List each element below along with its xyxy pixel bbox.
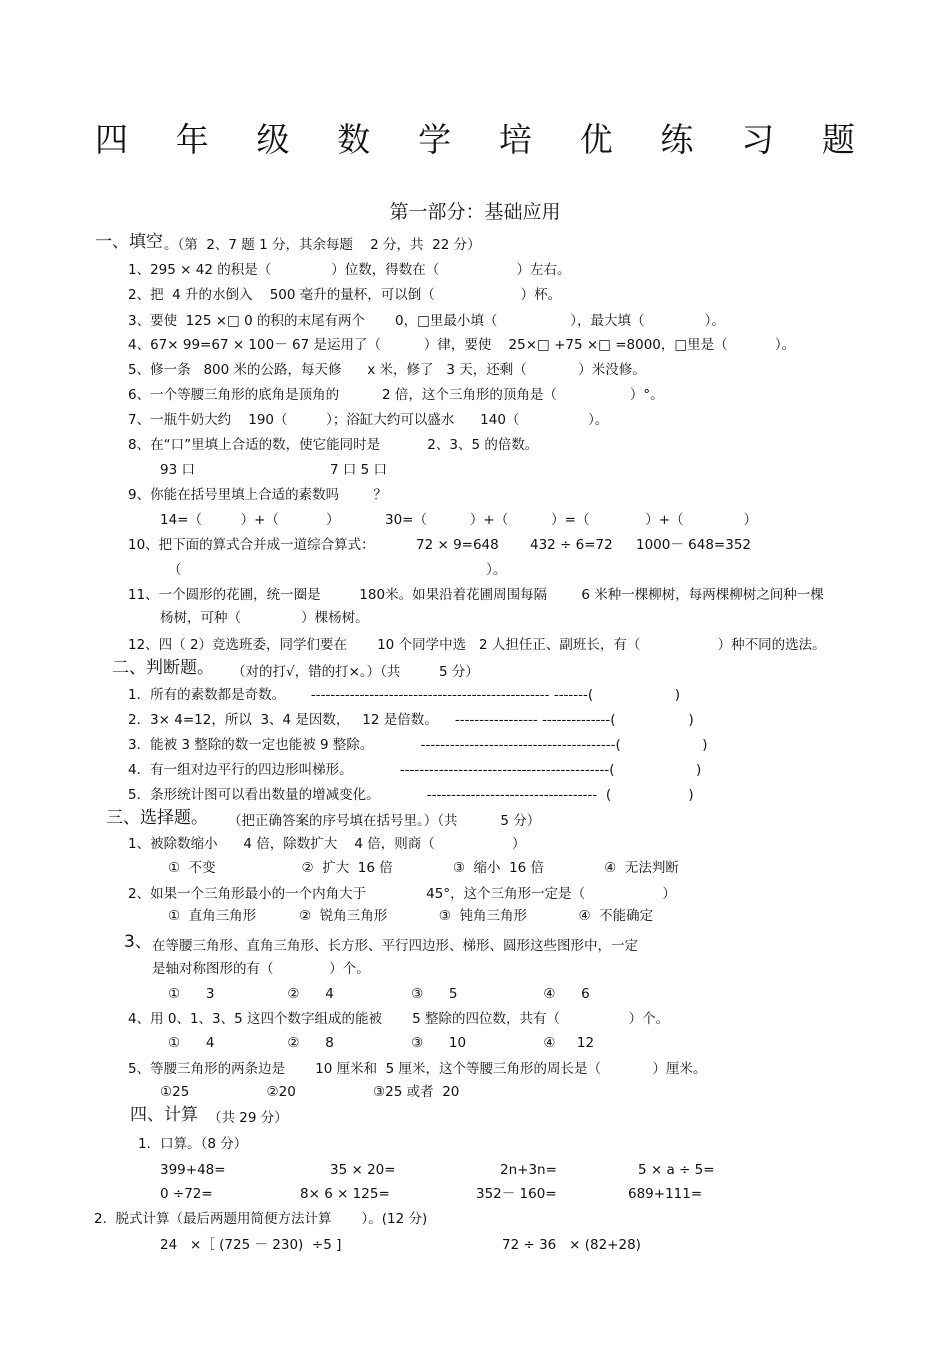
title-char: 级: [256, 120, 290, 159]
oral-problem: 35 × 20=: [330, 1162, 396, 1178]
step-problem: 72 ÷ 36 × (82+28): [502, 1237, 641, 1253]
title-char: 练: [660, 120, 694, 159]
question-line: 1、295 × 42 的积是（ ）位数，得数在（ ）左右。: [128, 262, 571, 278]
question-line: 2、把 4 升的水倒入 500 毫升的量杯，可以倒（ ）杯。: [128, 287, 562, 303]
question-line: 5、修一条 800 米的公路，每天修 x 米，修了 3 天，还剩（ ）米没修。: [128, 362, 646, 378]
question-number: 3、: [124, 932, 152, 952]
question-line: 杨树，可种（ ）棵杨树。: [160, 610, 369, 626]
oral-problem: 5 × a ÷ 5=: [638, 1162, 715, 1178]
judgment-item: 3．能被 3 整除的数一定也能被 9 整除。 ----------------------------------------( ): [128, 737, 708, 753]
section-note: 。（第 2、7 题 1 分，其余每题 2 分，共 22 分）: [164, 237, 481, 253]
oral-problem: 352－ 160=: [476, 1186, 557, 1202]
question-line: 在等腰三角形、直角三角形、长方形、平行四边形、梯形、圆形这些图形中，一定: [152, 938, 638, 954]
question-line: 2、如果一个三角形最小的一个内角大于 45°，这个三角形一定是（ ）: [128, 886, 676, 902]
choice-options: ① 4 ② 8 ③ 10 ④ 12: [168, 1035, 595, 1051]
question-item: 30=（ ）+（ ）=（ ）+（ ）: [385, 512, 758, 528]
title-char: 习: [741, 120, 775, 159]
judgment-item: 2．3× 4=12，所以 3、4 是因数， 12 是倍数。 ----------------- --------------( ): [128, 712, 694, 728]
oral-problem: 0 ÷72=: [160, 1186, 213, 1202]
equation: 432 ÷ 6=72: [530, 537, 613, 553]
judgment-item: 4．有一组对边平行的四边形叫梯形。 -------------------------------------------( ): [128, 762, 702, 778]
choice-options: ① 不变 ② 扩大 16 倍 ③ 缩小 16 倍 ④ 无法判断: [168, 860, 679, 876]
title-char: 学: [418, 120, 452, 159]
question-line: 4、67× 99=67 × 100－ 67 是运用了（ ）律，要使 25×□ +75 ×□ =8000，□里是（ ）。: [128, 337, 796, 353]
question-line: 1、被除数缩小 4 倍，除数扩大 4 倍，则商（ ）: [128, 836, 526, 852]
title-char: 优: [579, 120, 613, 159]
section-note: （共 29 分）: [208, 1110, 288, 1126]
section-note: （对的打√，错的打×。）（共 5 分）: [232, 664, 479, 680]
title-char: 四: [95, 120, 128, 159]
choice-options: ①25 ②20 ③25 或者 20: [160, 1084, 460, 1100]
section-note: （把正确答案的序号填在括号里。）（共 5 分）: [228, 813, 541, 829]
section-heading-multiple-choice: 三、选择题。: [106, 808, 208, 828]
equation: 72 × 9=648: [416, 537, 499, 553]
question-line: 5、等腰三角形的两条边是 10 厘米和 5 厘米，这个等腰三角形的周长是（ ）厘米。: [128, 1061, 707, 1077]
question-line: 11、一个圆形的花圃，统一圈是 180米。如果沿着花圃周围每隔 6 米种一棵柳树，每两棵柳树之间种一棵: [128, 587, 824, 603]
question-item: 7 口 5 口: [330, 462, 388, 478]
subsection-heading: 2. 脱式计算（最后两题用简便方法计算 ）。(12 分): [94, 1211, 428, 1227]
question-line: 3、要使 125 ×□ 0 的积的末尾有两个 0，□里最小填（ ），最大填（ ）。: [128, 313, 725, 329]
worksheet-title: [95, 120, 855, 160]
question-line: 7、一瓶牛奶大约 190（ ）；浴缸大约可以盛水 140（ ）。: [128, 412, 609, 428]
title-char: 题: [821, 120, 855, 159]
title-char: 数: [337, 120, 371, 159]
question-line: 9、你能在括号里填上合适的素数吗 ？: [128, 487, 387, 503]
question-line: 8、在“口”里填上合适的数，使它能同时是 2、3、5 的倍数。: [128, 437, 539, 453]
oral-problem: 8× 6 × 125=: [300, 1186, 390, 1202]
question-line: 10、把下面的算式合并成一道综合算式：: [128, 537, 375, 553]
question-line: 12、四（ 2）竞选班委，同学们要在 10 个同学中选 2 人担任正、副班长，有（ ）种不同的选法。: [128, 637, 826, 653]
answer-parentheses: （ ）。: [168, 562, 507, 578]
step-problem: 24 ×［ (725 － 230) ÷5 ]: [160, 1237, 342, 1253]
title-char: 年: [175, 120, 209, 159]
section-heading-true-false: 二、判断题。: [112, 658, 214, 678]
title-char: 培: [498, 120, 532, 159]
oral-problem: 399+48=: [160, 1162, 226, 1178]
part-one-heading: 第一部分：基础应用: [389, 201, 561, 223]
section-heading-calculation: 四、计算: [130, 1105, 198, 1125]
question-item: 14=（ ）+（ ）: [160, 512, 340, 528]
section-heading-fill-blank: 一、填空: [95, 232, 163, 252]
equation: 1000－ 648=352: [636, 537, 751, 553]
question-line: 6、一个等腰三角形的底角是顶角的 2 倍，这个三角形的顶角是（ ）°。: [128, 387, 664, 403]
subsection-heading: 1．口算。（8 分）: [138, 1136, 248, 1152]
oral-problem: 689+111=: [628, 1186, 703, 1202]
oral-problem: 2n+3n=: [500, 1162, 557, 1178]
question-line: 是轴对称图形的有（ ）个。: [152, 961, 370, 977]
question-line: 4、用 0、1、3、5 这四个数字组成的能被 5 整除的四位数，共有（ ）个。: [128, 1011, 670, 1027]
choice-options: ① 3 ② 4 ③ 5 ④ 6: [168, 986, 590, 1002]
choice-options: ① 直角三角形 ② 锐角三角形 ③ 钝角三角形 ④ 不能确定: [168, 908, 654, 924]
judgment-item: 1．所有的素数都是奇数。 ------------------------------------------------- -------( ): [128, 687, 680, 703]
judgment-item: 5．条形统计图可以看出数量的增减变化。 ----------------------------------- ( ): [128, 787, 694, 803]
question-item: 93 口: [160, 462, 195, 478]
